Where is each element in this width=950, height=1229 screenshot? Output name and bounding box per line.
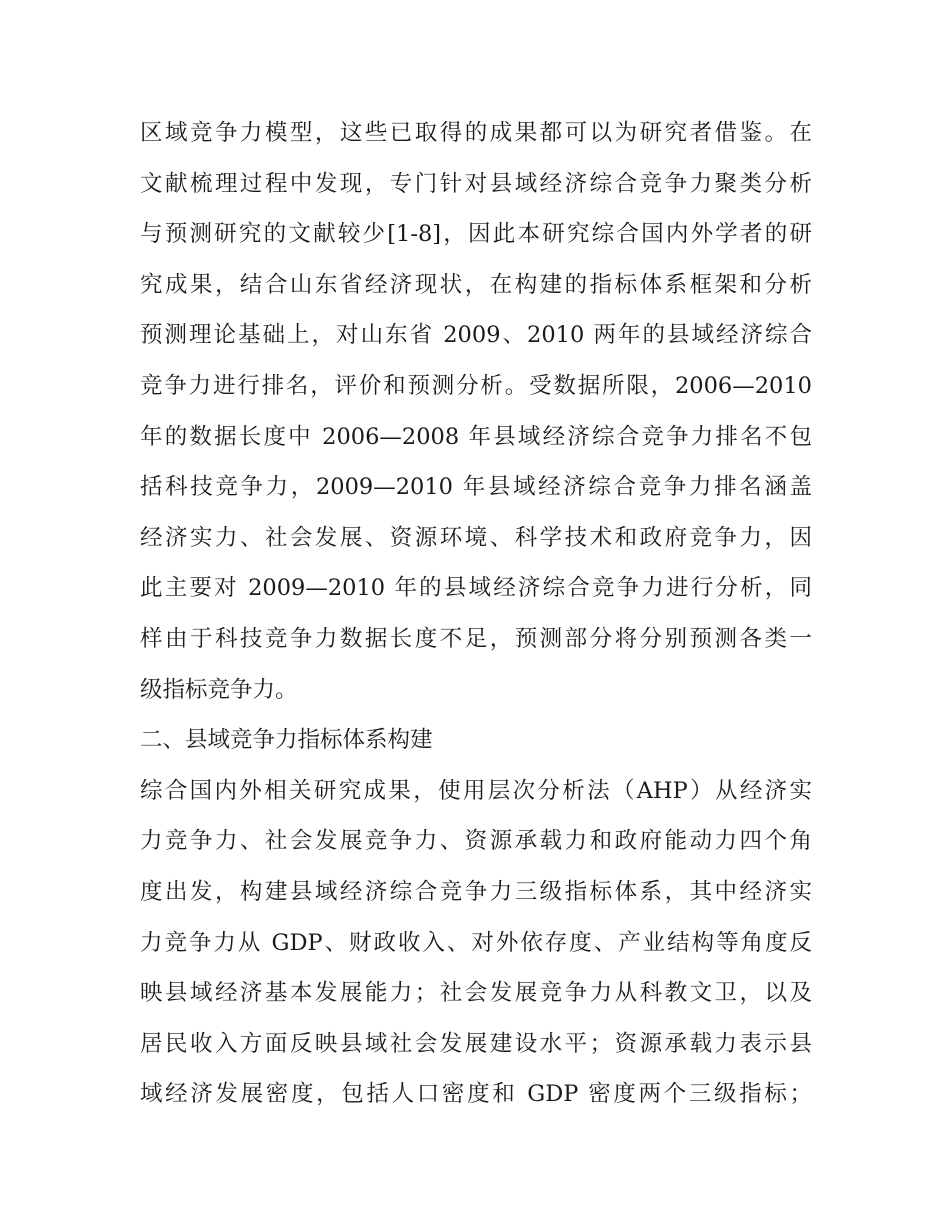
- paragraph: [140, 766, 812, 1120]
- text-line: 与预测研究的文献较少[1-8]，因此本研究综合国内外学者的研: [140, 221, 812, 248]
- text-line: 样由于科技竞争力数据长度不足，预测部分将分别预测各类一: [140, 625, 812, 652]
- text-line: 经济实力、社会发展、资源环境、科学技术和政府竞争力，因: [140, 524, 812, 551]
- text-line: 度出发，构建县域经济综合竞争力三级指标体系，其中经济实: [140, 878, 812, 905]
- text-line: 力竞争力从 GDP、财政收入、对外依存度、产业结构等角度反: [140, 929, 812, 956]
- text-line: 括科技竞争力，2009—2010 年县域经济综合竞争力排名涵盖: [140, 474, 812, 501]
- text-line: 预测理论基础上，对山东省 2009、2010 两年的县域经济综合: [140, 322, 812, 349]
- text-line: 域经济发展密度，包括人口密度和 GDP 密度两个三级指标；: [140, 1081, 812, 1108]
- text-line: 究成果，结合山东省经济现状，在构建的指标体系框架和分析: [140, 271, 812, 298]
- text-line: 此主要对 2009—2010 年的县域经济综合竞争力进行分析，同: [140, 575, 812, 602]
- section-heading: [140, 715, 812, 766]
- text-line: 年的数据长度中 2006—2008 年县域经济综合竞争力排名不包: [140, 423, 812, 450]
- text-line: 综合国内外相关研究成果，使用层次分析法（AHP）从经济实: [140, 777, 812, 804]
- text-line: 级指标竞争力。: [140, 676, 298, 703]
- heading-text: 二、县域竞争力指标体系构建: [140, 727, 433, 754]
- text-line: 居民收入方面反映县域社会发展建设水平；资源承载力表示县: [140, 1030, 812, 1057]
- text-line: 映县域经济基本发展能力；社会发展竞争力从科教文卫，以及: [140, 980, 812, 1007]
- text-line: 力竞争力、社会发展竞争力、资源承载力和政府能动力四个角: [140, 828, 812, 855]
- document-body: [140, 108, 812, 1120]
- paragraph: [140, 108, 812, 715]
- text-line: 文献梳理过程中发现，专门针对县域经济综合竞争力聚类分析: [140, 170, 812, 197]
- text-line: 区域竞争力模型，这些已取得的成果都可以为研究者借鉴。在: [140, 120, 812, 146]
- text-line: 竞争力进行排名，评价和预测分析。受数据所限，2006—2010: [140, 372, 812, 399]
